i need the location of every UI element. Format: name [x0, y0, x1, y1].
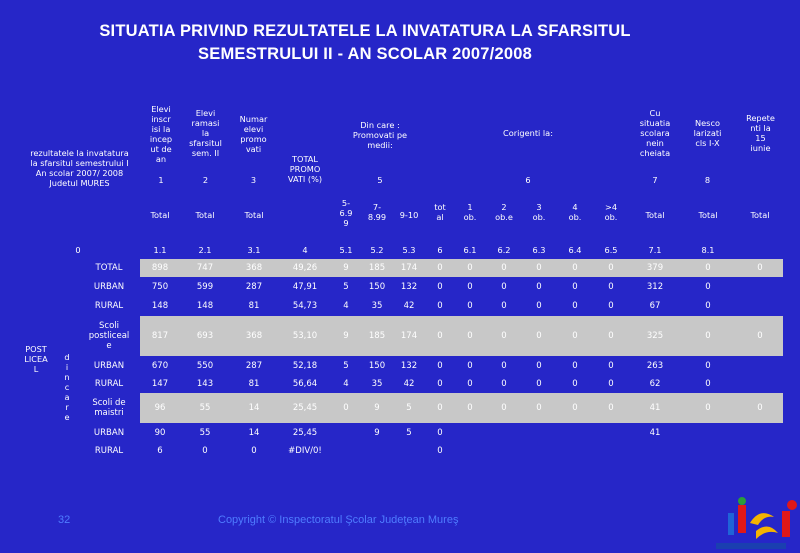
table-cell: 53,10 [292, 331, 318, 341]
table-cell: 368 [245, 331, 263, 341]
table-cell: 0 [343, 403, 349, 413]
table-cell: 0 [437, 301, 443, 311]
table-cell: 9 [374, 403, 380, 413]
table-cell: 0 [536, 379, 542, 389]
table-cell: 49,26 [292, 263, 318, 273]
sub-header-cell: Total [150, 210, 170, 220]
table-cell: 0 [536, 301, 542, 311]
table-cell: 0 [437, 446, 443, 456]
table-cell: 147 [151, 379, 169, 389]
col-header-situatie-neincheiata: Cu situatia scolara nein cheiata [639, 108, 671, 158]
table-cell: 90 [154, 428, 166, 438]
table-cell: 42 [403, 301, 415, 311]
table-cell: 0 [608, 331, 614, 341]
table-cell: 898 [151, 263, 169, 273]
table-cell: 287 [245, 361, 263, 371]
table-cell: 9 [374, 428, 380, 438]
col-header-elevi-ramasi: Elevi ramasi la sfarsitul sem. II [189, 108, 222, 158]
table-cell: 9 [343, 331, 349, 341]
table-cell: 0 [572, 331, 578, 341]
row-label: URBAN [93, 282, 125, 292]
sub-header-cell: 4 ob. [568, 202, 582, 222]
copyright-text: Copyright © Inspectoratul Şcolar Judeţean Mureş [218, 514, 459, 526]
table-cell: 174 [400, 263, 418, 273]
table-cell: 0 [572, 263, 578, 273]
title-line-2: SEMESTRULUI II - AN SCOLAR 2007/2008 [198, 45, 532, 63]
table-cell: 132 [400, 361, 418, 371]
code-cell: 8.1 [701, 245, 715, 255]
sub-header-cell: 9-10 [399, 210, 419, 220]
col-number-8: 8 [704, 175, 711, 185]
code-cell: 3.1 [247, 245, 261, 255]
code-cell: 6.5 [604, 245, 618, 255]
table-cell: 14 [248, 403, 260, 413]
table-cell: 0 [437, 263, 443, 273]
table-cell: 670 [151, 361, 169, 371]
sub-header-cell: 7- 8.99 [367, 202, 387, 222]
row-label: Scoli postliceal e [88, 321, 130, 351]
col-header-din-care: Din care : Promovati pe medii: [352, 120, 408, 150]
col-header-corigenti: Corigenti la: [503, 128, 553, 138]
sub-header-cell: Total [244, 210, 264, 220]
table-cell: 148 [151, 301, 169, 311]
table-cell: 56,64 [292, 379, 318, 389]
code-cell: 5.3 [402, 245, 416, 255]
sub-header-cell: tot al [434, 202, 446, 222]
table-cell: 0 [705, 379, 711, 389]
table-cell: 14 [248, 428, 260, 438]
row-label: URBAN [93, 428, 125, 438]
table-cell: 174 [400, 331, 418, 341]
table-cell: 0 [705, 282, 711, 292]
table-cell: 5 [406, 428, 412, 438]
table-cell: 550 [196, 361, 214, 371]
table-cell: 6 [157, 446, 163, 456]
table-cell: 0 [757, 331, 763, 341]
table-cell: 0 [705, 331, 711, 341]
table-cell: 4 [343, 301, 349, 311]
table-cell: 0 [501, 301, 507, 311]
sub-header-cell: >4 ob. [604, 202, 618, 222]
table-cell: 0 [608, 301, 614, 311]
table-cell: 0 [202, 446, 208, 456]
sub-header-cell: 5- 6.9 9 [339, 198, 353, 228]
table-cell: 5 [406, 403, 412, 413]
table-cell: 0 [572, 403, 578, 413]
table-cell: 25,45 [292, 428, 318, 438]
code-cell: 5.1 [339, 245, 353, 255]
table-cell: 325 [646, 331, 664, 341]
table-cell: 96 [154, 403, 166, 413]
table-cell: 0 [437, 361, 443, 371]
code-cell: 6 [437, 245, 443, 255]
table-cell: 0 [467, 403, 473, 413]
table-cell: 185 [368, 263, 386, 273]
row-header-label: rezultatele la invatatura la sfarsitul semestrului I An scolar 2007/ 2008 Judetul MURES [30, 148, 129, 188]
col-number-7: 7 [652, 175, 658, 185]
sub-header-cell: Total [195, 210, 215, 220]
table-cell: 0 [608, 361, 614, 371]
sub-header-cell: 3 ob. [532, 202, 546, 222]
table-cell: 0 [757, 263, 763, 273]
table-cell: 81 [248, 301, 260, 311]
table-cell: 693 [196, 331, 214, 341]
table-cell: 0 [467, 282, 473, 292]
col-header-numar-promovati: Numar elevi promo vati [239, 114, 268, 154]
isj-logo-icon [712, 497, 798, 551]
row-label: RURAL [94, 379, 124, 389]
row-label: RURAL [94, 446, 124, 456]
side-label-din-care: d i n c a r e [64, 352, 70, 422]
table-cell: 0 [705, 301, 711, 311]
sub-header-cell: Total [698, 210, 718, 220]
table-cell: 148 [196, 301, 214, 311]
table-cell: 368 [245, 263, 263, 273]
table-cell: 35 [371, 379, 383, 389]
table-cell: 0 [608, 379, 614, 389]
table-cell: 0 [437, 379, 443, 389]
table-cell: 599 [196, 282, 214, 292]
table-cell: 379 [646, 263, 664, 273]
table-cell: 5 [343, 361, 349, 371]
table-cell: 150 [368, 282, 386, 292]
table-cell: 0 [536, 403, 542, 413]
table-cell: 0 [705, 361, 711, 371]
table-cell: 55 [199, 403, 211, 413]
table-cell: 287 [245, 282, 263, 292]
table-cell: 81 [248, 379, 260, 389]
page-title [0, 20, 730, 66]
table-cell: 747 [196, 263, 214, 273]
sub-header-cell: Total [750, 210, 770, 220]
code-cell: 6.2 [497, 245, 511, 255]
table-cell: 35 [371, 301, 383, 311]
table-cell: 0 [757, 403, 763, 413]
table-cell: 0 [501, 379, 507, 389]
col-number-3: 3 [250, 175, 257, 185]
row-label: RURAL [94, 301, 124, 311]
table-cell: 0 [251, 446, 257, 456]
col-number-6: 6 [525, 175, 531, 185]
col-header-nescolarizati: Nesco larizati cls I-X [693, 118, 722, 148]
table-cell: 0 [467, 379, 473, 389]
col-header-total-promovati: TOTAL PROMO VATI (%) [287, 154, 323, 184]
slide-number: 32 [58, 514, 71, 526]
table-cell: 0 [608, 282, 614, 292]
code-cell: 6.4 [568, 245, 582, 255]
code-row-first: 0 [75, 245, 81, 255]
row-label: URBAN [93, 361, 125, 371]
code-cell: 6.1 [463, 245, 477, 255]
side-label-postliceal: POST LICEA L [24, 344, 48, 374]
table-cell: 0 [536, 282, 542, 292]
table-cell: 0 [705, 403, 711, 413]
table-cell: 817 [151, 331, 169, 341]
table-cell: 9 [343, 263, 349, 273]
table-cell: 0 [536, 331, 542, 341]
table-cell: 47,91 [292, 282, 318, 292]
row-label: Scoli de maistri [92, 398, 126, 418]
table-cell: 0 [572, 282, 578, 292]
table-cell: 312 [646, 282, 664, 292]
table-cell: 0 [467, 331, 473, 341]
table-cell: 41 [649, 428, 661, 438]
table-cell: 0 [572, 301, 578, 311]
table-cell: 0 [572, 379, 578, 389]
table-cell: 52,18 [292, 361, 318, 371]
col-number-5: 5 [377, 175, 383, 185]
table-cell: 0 [437, 331, 443, 341]
sub-header-cell: 1 ob. [463, 202, 477, 222]
code-cell: 6.3 [532, 245, 546, 255]
table-cell: 0 [437, 282, 443, 292]
col-number-2: 2 [202, 175, 209, 185]
table-cell: 150 [368, 361, 386, 371]
table-cell: 54,73 [292, 301, 318, 311]
table-cell: 0 [608, 403, 614, 413]
code-cell: 7.1 [648, 245, 662, 255]
table-cell: 0 [536, 263, 542, 273]
table-cell: 0 [467, 361, 473, 371]
table-cell: 0 [501, 331, 507, 341]
table-cell: 67 [649, 301, 661, 311]
code-cell: 2.1 [198, 245, 212, 255]
table-cell: 0 [572, 361, 578, 371]
table-cell: 0 [437, 428, 443, 438]
table-cell: 750 [151, 282, 169, 292]
table-cell: 263 [646, 361, 664, 371]
table-cell: 185 [368, 331, 386, 341]
table-cell: 0 [705, 263, 711, 273]
table-cell: 55 [199, 428, 211, 438]
table-cell: 132 [400, 282, 418, 292]
table-cell: 143 [196, 379, 214, 389]
table-cell: 25,45 [292, 403, 318, 413]
table-cell: 41 [649, 403, 661, 413]
table-cell: 4 [343, 379, 349, 389]
table-cell: 0 [501, 403, 507, 413]
col-number-1: 1 [158, 175, 164, 185]
table-cell: 0 [467, 263, 473, 273]
table-cell: 0 [437, 403, 443, 413]
code-cell: 1.1 [153, 245, 167, 255]
title-line-1: SITUATIA PRIVIND REZULTATELE LA INVATATURA LA SFARSITUL [99, 22, 631, 40]
code-cell: 4 [302, 245, 308, 255]
sub-header-cell: 2 ob.e [495, 202, 513, 222]
table-cell: 42 [403, 379, 415, 389]
col-header-elevi-inscrisi: Elevi inscr isi la incep ut de an [149, 104, 173, 164]
table-cell: 0 [501, 263, 507, 273]
code-cell: 5.2 [370, 245, 384, 255]
table-cell: 0 [608, 263, 614, 273]
table-cell: 62 [649, 379, 661, 389]
table-cell: 0 [536, 361, 542, 371]
table-cell: 5 [343, 282, 349, 292]
sub-header-cell: Total [645, 210, 665, 220]
row-label: TOTAL [95, 263, 123, 273]
table-cell: 0 [467, 301, 473, 311]
col-header-repetenti: Repete nti la 15 iunie [746, 113, 775, 153]
table-cell: 0 [501, 361, 507, 371]
table-cell: 0 [501, 282, 507, 292]
table-cell: #DIV/0! [288, 446, 322, 456]
